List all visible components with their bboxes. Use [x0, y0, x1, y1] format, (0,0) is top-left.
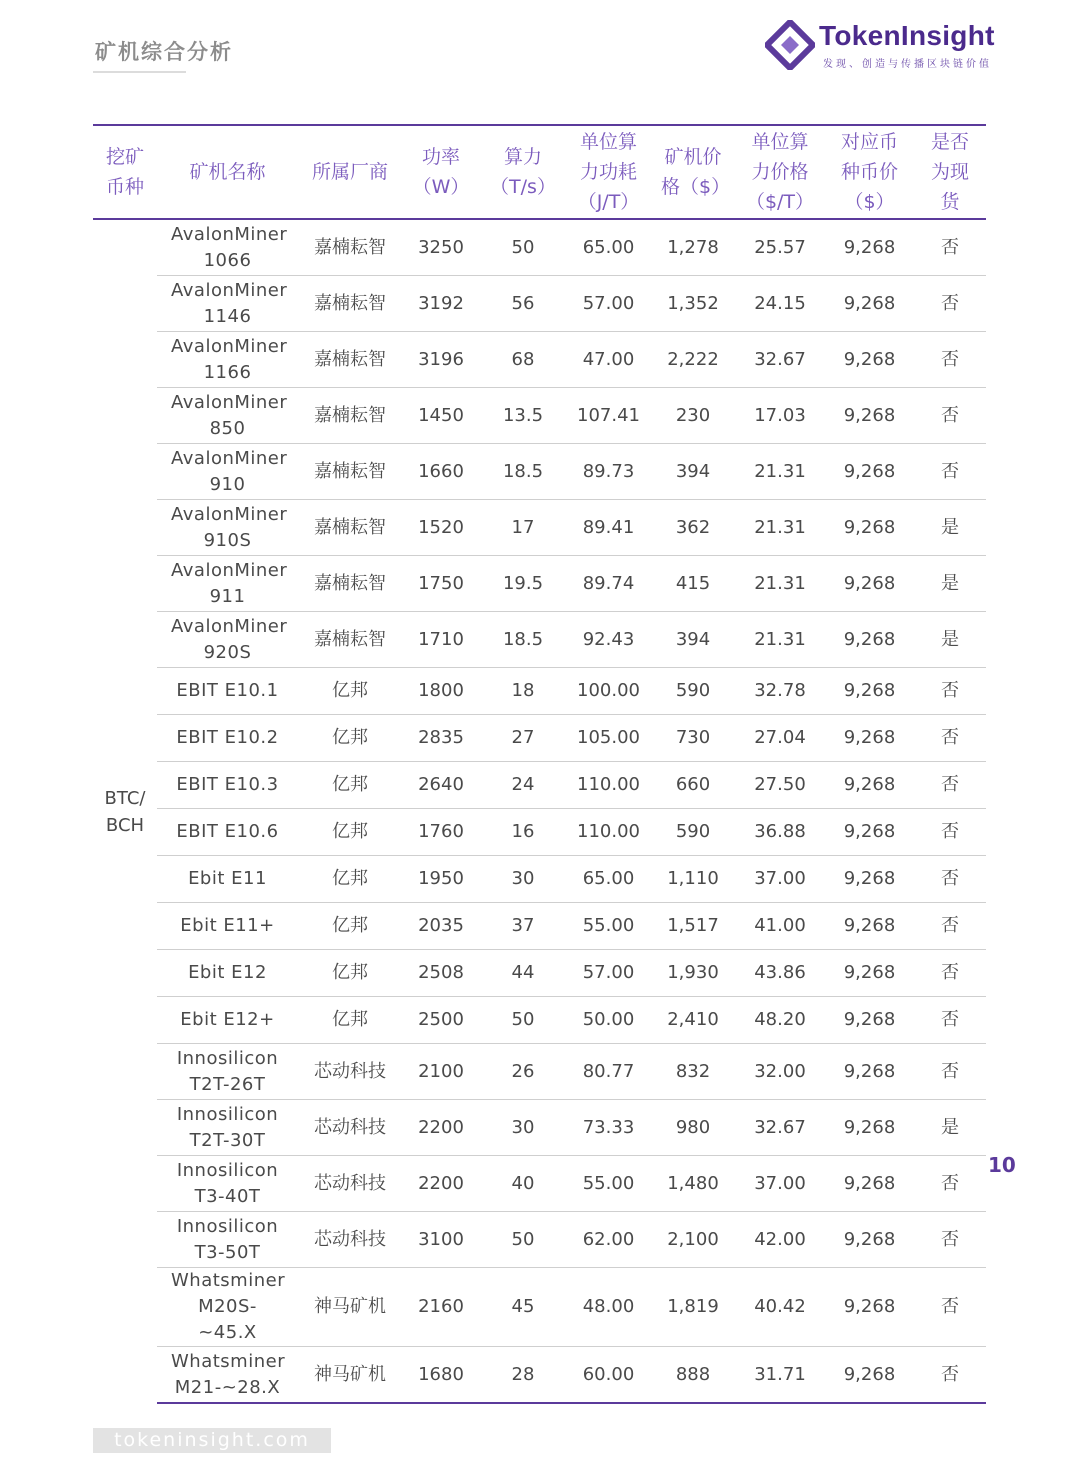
table-cell: 9,268	[825, 1347, 914, 1404]
table-cell: 89.73	[566, 444, 651, 500]
miner-name-cell: Innosilicon T3-50T	[157, 1212, 298, 1268]
table-cell: 730	[651, 715, 735, 762]
table-cell: 3100	[402, 1212, 480, 1268]
table-cell: 1950	[402, 856, 480, 903]
table-row	[93, 276, 986, 332]
table-cell: 亿邦	[298, 809, 402, 856]
table-cell: 110.00	[566, 762, 651, 809]
table-cell: 36.88	[735, 809, 825, 856]
table-row	[93, 1156, 986, 1212]
table-cell: 1760	[402, 809, 480, 856]
table-cell: 362	[651, 500, 735, 556]
column-header: 单位算力功耗（J/T）	[566, 125, 651, 219]
table-row	[93, 1044, 986, 1100]
table-cell: 9,268	[825, 1268, 914, 1347]
table-cell: 9,268	[825, 997, 914, 1044]
table-cell: 80.77	[566, 1044, 651, 1100]
table-cell: 37	[480, 903, 566, 950]
table-cell: 9,268	[825, 1100, 914, 1156]
table-cell: 否	[914, 1044, 986, 1100]
table-cell: 2508	[402, 950, 480, 997]
table-cell: 9,268	[825, 1156, 914, 1212]
table-row	[93, 715, 986, 762]
table-cell: 55.00	[566, 1156, 651, 1212]
table-cell: 神马矿机	[298, 1347, 402, 1404]
table-row	[93, 444, 986, 500]
table-cell: 32.67	[735, 1100, 825, 1156]
table-cell: 否	[914, 762, 986, 809]
table-cell: 3250	[402, 219, 480, 276]
table-cell: 亿邦	[298, 668, 402, 715]
miner-name-cell: Innosilicon T2T-30T	[157, 1100, 298, 1156]
table-cell: 1,278	[651, 219, 735, 276]
table-cell: 否	[914, 219, 986, 276]
miner-name-cell: EBIT E10.6	[157, 809, 298, 856]
table-cell: 73.33	[566, 1100, 651, 1156]
brand-logo	[765, 20, 1025, 72]
miner-name-cell: AvalonMiner 1066	[157, 219, 298, 276]
table-cell: 芯动科技	[298, 1044, 402, 1100]
table-cell: 芯动科技	[298, 1100, 402, 1156]
table-cell: 1450	[402, 388, 480, 444]
page-title: 矿机综合分析	[95, 40, 233, 64]
table-cell: 1,930	[651, 950, 735, 997]
table-cell: 3196	[402, 332, 480, 388]
table-cell: 43.86	[735, 950, 825, 997]
table-cell: 3192	[402, 276, 480, 332]
table-row	[93, 1212, 986, 1268]
brand-name: TokenInsight	[819, 20, 995, 51]
miner-name-cell: AvalonMiner 1166	[157, 332, 298, 388]
table-cell: 17	[480, 500, 566, 556]
table-cell: 9,268	[825, 612, 914, 668]
table-cell: 否	[914, 1268, 986, 1347]
table-cell: 2035	[402, 903, 480, 950]
table-cell: 37.00	[735, 1156, 825, 1212]
table-cell: 9,268	[825, 668, 914, 715]
table-cell: 1710	[402, 612, 480, 668]
table-cell: 嘉楠耘智	[298, 500, 402, 556]
table-cell: 9,268	[825, 903, 914, 950]
table-cell: 9,268	[825, 1044, 914, 1100]
miner-name-cell: AvalonMiner 920S	[157, 612, 298, 668]
miner-name-cell: Ebit E11	[157, 856, 298, 903]
table-cell: 亿邦	[298, 762, 402, 809]
brand-tagline: 发现、创造与传播区块链价值	[823, 59, 992, 70]
table-row	[93, 997, 986, 1044]
table-cell: 100.00	[566, 668, 651, 715]
miner-name-cell: AvalonMiner 910	[157, 444, 298, 500]
table-row	[93, 950, 986, 997]
table-cell: 50	[480, 997, 566, 1044]
table-cell: 16	[480, 809, 566, 856]
page-number: 10	[988, 1153, 1016, 1177]
table-cell: 48.00	[566, 1268, 651, 1347]
table-cell: 2500	[402, 997, 480, 1044]
table-cell: 1,517	[651, 903, 735, 950]
miner-name-cell: Innosilicon T2T-26T	[157, 1044, 298, 1100]
table-cell: 否	[914, 444, 986, 500]
table-cell: 1800	[402, 668, 480, 715]
table-cell: 21.31	[735, 444, 825, 500]
table-row	[93, 856, 986, 903]
table-cell: 25.57	[735, 219, 825, 276]
miner-name-cell: EBIT E10.1	[157, 668, 298, 715]
table-cell: 1,110	[651, 856, 735, 903]
miner-table	[93, 124, 986, 1404]
table-row	[93, 556, 986, 612]
table-cell: 芯动科技	[298, 1156, 402, 1212]
table-cell: 57.00	[566, 950, 651, 997]
miner-name-cell: Whatsminer M20S-~45.X	[157, 1268, 298, 1347]
table-cell: 1750	[402, 556, 480, 612]
table-cell: 否	[914, 332, 986, 388]
table-cell: 105.00	[566, 715, 651, 762]
table-cell: 嘉楠耘智	[298, 219, 402, 276]
table-cell: 2200	[402, 1100, 480, 1156]
table-cell: 2835	[402, 715, 480, 762]
table-cell: 27.50	[735, 762, 825, 809]
table-cell: 89.74	[566, 556, 651, 612]
table-cell: 9,268	[825, 715, 914, 762]
table-cell: 18	[480, 668, 566, 715]
table-cell: 65.00	[566, 219, 651, 276]
table-cell: 980	[651, 1100, 735, 1156]
table-cell: 2200	[402, 1156, 480, 1212]
table-cell: 32.00	[735, 1044, 825, 1100]
table-cell: 嘉楠耘智	[298, 276, 402, 332]
title-underline	[93, 71, 186, 73]
table-cell: 28	[480, 1347, 566, 1404]
table-cell: 48.20	[735, 997, 825, 1044]
table-cell: 21.31	[735, 556, 825, 612]
table-cell: 亿邦	[298, 997, 402, 1044]
table-cell: 590	[651, 809, 735, 856]
table-cell: 是	[914, 612, 986, 668]
table-cell: 2,410	[651, 997, 735, 1044]
miner-name-cell: AvalonMiner 910S	[157, 500, 298, 556]
miner-name-cell: Ebit E11+	[157, 903, 298, 950]
table-row	[93, 612, 986, 668]
table-cell: 19.5	[480, 556, 566, 612]
table-cell: 92.43	[566, 612, 651, 668]
table-cell: 1520	[402, 500, 480, 556]
miner-name-cell: AvalonMiner 911	[157, 556, 298, 612]
table-cell: 27	[480, 715, 566, 762]
table-row	[93, 1100, 986, 1156]
table-row	[93, 332, 986, 388]
table-cell: 1,352	[651, 276, 735, 332]
table-cell: 21.31	[735, 500, 825, 556]
miner-name-cell: Ebit E12	[157, 950, 298, 997]
miner-name-cell: AvalonMiner 850	[157, 388, 298, 444]
table-cell: 嘉楠耘智	[298, 612, 402, 668]
table-cell: 否	[914, 1156, 986, 1212]
miner-name-cell: EBIT E10.2	[157, 715, 298, 762]
table-row	[93, 903, 986, 950]
table-cell: 2160	[402, 1268, 480, 1347]
table-cell: 18.5	[480, 444, 566, 500]
column-header: 矿机价格（$）	[651, 125, 735, 219]
table-cell: 嘉楠耘智	[298, 556, 402, 612]
table-cell: 神马矿机	[298, 1268, 402, 1347]
column-header: 所属厂商	[298, 125, 402, 219]
table-cell: 42.00	[735, 1212, 825, 1268]
miner-table-wrapper	[93, 124, 986, 1404]
table-cell: 9,268	[825, 388, 914, 444]
table-cell: 590	[651, 668, 735, 715]
table-cell: 56	[480, 276, 566, 332]
miner-name-cell: AvalonMiner 1146	[157, 276, 298, 332]
table-cell: 44	[480, 950, 566, 997]
column-header: 功率（W）	[402, 125, 480, 219]
table-body	[93, 219, 986, 1403]
table-cell: 否	[914, 668, 986, 715]
table-cell: 30	[480, 1100, 566, 1156]
table-cell: 否	[914, 1212, 986, 1268]
table-cell: 13.5	[480, 388, 566, 444]
table-cell: 394	[651, 612, 735, 668]
table-cell: 18.5	[480, 612, 566, 668]
table-cell: 9,268	[825, 809, 914, 856]
table-cell: 40.42	[735, 1268, 825, 1347]
table-cell: 24.15	[735, 276, 825, 332]
table-cell: 2,222	[651, 332, 735, 388]
table-cell: 1,480	[651, 1156, 735, 1212]
table-cell: 9,268	[825, 1212, 914, 1268]
table-cell: 68	[480, 332, 566, 388]
table-cell: 57.00	[566, 276, 651, 332]
table-cell: 否	[914, 1347, 986, 1404]
table-cell: 1680	[402, 1347, 480, 1404]
miner-name-cell: Ebit E12+	[157, 997, 298, 1044]
table-row	[93, 1347, 986, 1404]
table-cell: 9,268	[825, 444, 914, 500]
table-cell: 30	[480, 856, 566, 903]
table-cell: 32.67	[735, 332, 825, 388]
coin-cell: BTC/BCH	[104, 787, 146, 836]
table-cell: 50	[480, 219, 566, 276]
table-cell: 60.00	[566, 1347, 651, 1404]
table-cell: 亿邦	[298, 856, 402, 903]
footer-url: tokeninsight.com	[93, 1428, 331, 1453]
table-cell: 否	[914, 276, 986, 332]
table-cell: 27.04	[735, 715, 825, 762]
table-cell: 55.00	[566, 903, 651, 950]
column-header: 算力（T/s）	[480, 125, 566, 219]
table-cell: 9,268	[825, 219, 914, 276]
table-cell: 415	[651, 556, 735, 612]
table-cell: 2,100	[651, 1212, 735, 1268]
table-cell: 24	[480, 762, 566, 809]
brand-mark-icon	[765, 20, 815, 70]
column-header: 挖矿币种	[93, 125, 157, 219]
table-cell: 660	[651, 762, 735, 809]
table-cell: 31.71	[735, 1347, 825, 1404]
table-cell: 是	[914, 556, 986, 612]
table-row	[93, 219, 986, 276]
column-header: 单位算力价格（$/T）	[735, 125, 825, 219]
table-cell: 107.41	[566, 388, 651, 444]
table-cell: 芯动科技	[298, 1212, 402, 1268]
table-cell: 65.00	[566, 856, 651, 903]
table-cell: 1,819	[651, 1268, 735, 1347]
table-cell: 2640	[402, 762, 480, 809]
table-cell: 亿邦	[298, 950, 402, 997]
table-cell: 嘉楠耘智	[298, 332, 402, 388]
table-cell: 50.00	[566, 997, 651, 1044]
table-cell: 47.00	[566, 332, 651, 388]
table-cell: 9,268	[825, 332, 914, 388]
table-cell: 110.00	[566, 809, 651, 856]
table-cell: 1660	[402, 444, 480, 500]
table-cell: 45	[480, 1268, 566, 1347]
table-header-row	[93, 125, 986, 219]
table-cell: 2100	[402, 1044, 480, 1100]
table-cell: 是	[914, 500, 986, 556]
table-cell: 888	[651, 1347, 735, 1404]
table-cell: 亿邦	[298, 903, 402, 950]
table-cell: 否	[914, 997, 986, 1044]
table-cell: 否	[914, 903, 986, 950]
table-cell: 9,268	[825, 500, 914, 556]
table-cell: 32.78	[735, 668, 825, 715]
miner-name-cell: EBIT E10.3	[157, 762, 298, 809]
table-cell: 230	[651, 388, 735, 444]
table-cell: 89.41	[566, 500, 651, 556]
table-row	[93, 762, 986, 809]
table-cell: 26	[480, 1044, 566, 1100]
table-row	[93, 500, 986, 556]
table-cell: 否	[914, 809, 986, 856]
table-cell: 21.31	[735, 612, 825, 668]
miner-name-cell: Innosilicon T3-40T	[157, 1156, 298, 1212]
table-cell: 9,268	[825, 276, 914, 332]
table-cell: 9,268	[825, 556, 914, 612]
table-cell: 否	[914, 950, 986, 997]
table-row	[93, 1268, 986, 1347]
table-cell: 否	[914, 856, 986, 903]
table-cell: 41.00	[735, 903, 825, 950]
table-cell: 394	[651, 444, 735, 500]
table-row	[93, 668, 986, 715]
column-header: 是否为现货	[914, 125, 986, 219]
table-cell: 否	[914, 388, 986, 444]
column-header: 矿机名称	[157, 125, 298, 219]
table-row	[93, 388, 986, 444]
column-header: 对应币种币价（$）	[825, 125, 914, 219]
table-cell: 否	[914, 715, 986, 762]
table-cell: 是	[914, 1100, 986, 1156]
table-row	[93, 809, 986, 856]
table-cell: 37.00	[735, 856, 825, 903]
table-cell: 亿邦	[298, 715, 402, 762]
table-cell: 50	[480, 1212, 566, 1268]
miner-name-cell: Whatsminer M21-~28.X	[157, 1347, 298, 1404]
table-cell: 40	[480, 1156, 566, 1212]
table-cell: 9,268	[825, 762, 914, 809]
table-cell: 62.00	[566, 1212, 651, 1268]
table-cell: 9,268	[825, 950, 914, 997]
table-cell: 9,268	[825, 856, 914, 903]
table-cell: 832	[651, 1044, 735, 1100]
table-cell: 17.03	[735, 388, 825, 444]
table-cell: 嘉楠耘智	[298, 388, 402, 444]
table-cell: 嘉楠耘智	[298, 444, 402, 500]
